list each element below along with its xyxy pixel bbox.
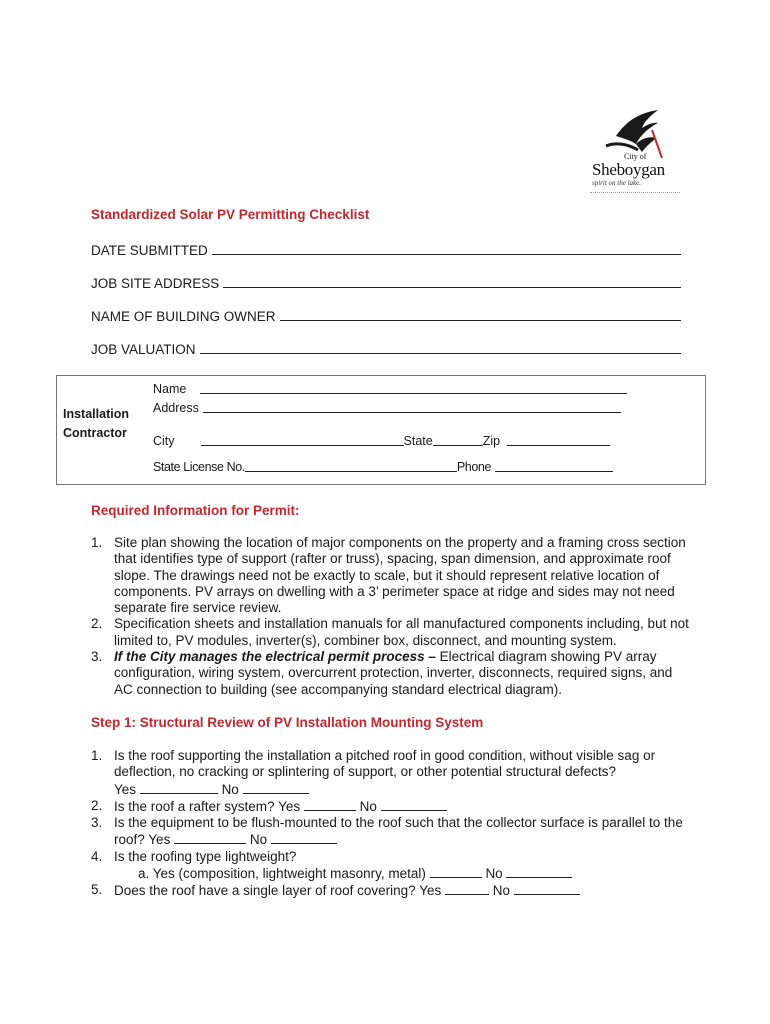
building-owner-line[interactable]: [280, 320, 681, 321]
installation-contractor-box: [56, 375, 706, 485]
no-label: No: [221, 781, 239, 797]
logo-city-of: City of: [624, 152, 647, 161]
building-owner-field[interactable]: [91, 304, 681, 324]
yes-label: Yes: [419, 883, 442, 899]
contractor-phone-line[interactable]: [495, 459, 613, 472]
contractor-side-label: [63, 405, 129, 443]
contractor-name-row: [153, 381, 627, 396]
contractor-zip-line[interactable]: [507, 433, 610, 446]
list-item-number: 2.: [91, 616, 103, 632]
list-item-number: 1.: [91, 535, 103, 550]
list-item-text: Is the roof supporting the installation a pitched roof in good condition, without visible sag or deflection, no cracking or splintering of support, or other potential structural defects?: [114, 748, 656, 780]
list-item: [91, 616, 691, 649]
list-item: [91, 882, 691, 899]
list-item: [91, 798, 691, 815]
list-item-text: Is the equipment to be flush-mounted to the roof such that the collector surface is parallel to the roof?: [114, 815, 683, 848]
page-title: Standardized Solar PV Permitting Checklist: [91, 207, 370, 222]
list-item: [91, 748, 691, 798]
list-item: [91, 849, 691, 883]
list-item-number: 3.: [91, 649, 103, 665]
contractor-address-label: Address: [153, 401, 199, 415]
contractor-address-line[interactable]: [203, 400, 621, 413]
list-item-number: 5.: [91, 882, 103, 898]
no-label: No: [249, 832, 268, 848]
sub-item-letter: a.: [138, 866, 150, 882]
contractor-name-line[interactable]: [200, 381, 627, 394]
list-item-number: 3.: [91, 815, 103, 831]
contractor-zip-label: Zip: [482, 434, 501, 448]
contractor-city-row: [153, 433, 610, 448]
date-submitted-label: DATE SUBMITTED: [91, 243, 208, 258]
logo-tagline: spirit on the lake.: [592, 179, 641, 187]
sub-item: [114, 865, 572, 882]
list-item-number: 2.: [91, 797, 103, 813]
date-submitted-line[interactable]: [212, 254, 681, 255]
step1-heading: Step 1: Structural Review of PV Installation Mounting System: [91, 715, 484, 730]
job-valuation-field[interactable]: [91, 337, 681, 357]
contractor-license-line[interactable]: [245, 459, 457, 472]
no-blank[interactable]: [506, 865, 572, 878]
list-item: [91, 815, 691, 849]
list-item-text: Is the roof a rafter system?: [114, 798, 275, 814]
contractor-license-row: [153, 459, 613, 474]
contractor-phone-label: Phone: [456, 460, 492, 474]
yes-label: Yes: [148, 832, 171, 848]
job-site-address-field[interactable]: [91, 271, 681, 291]
list-item: [91, 535, 691, 616]
list-item-emphasis: If the City manages the electrical permit process –: [114, 649, 436, 665]
contractor-city-label: City: [153, 434, 175, 448]
contractor-state-line[interactable]: [433, 433, 483, 446]
contractor-side-label-line1: Installation: [63, 407, 129, 421]
yes-label: Yes: [114, 781, 137, 797]
yes-blank[interactable]: [304, 798, 356, 811]
city-logo: [586, 108, 682, 194]
sub-item-text: Yes (composition, lightweight masonry, metal): [152, 866, 426, 882]
no-label: No: [485, 866, 503, 882]
no-label: No: [492, 883, 511, 899]
logo-name: Sheboygan: [592, 160, 665, 179]
list-item-text: Site plan showing the location of major components on the property and a framing cross section that identifies type of support (rafter or truss), spacing, span dimension, and approximate roof slope. The drawings need not be exactly to scale, but it should represent relative location of components. PV arrays on dwelling with a 3’ perimeter space at ridge and sides may not need separate fire service review.: [114, 535, 686, 616]
job-site-address-line[interactable]: [223, 287, 681, 288]
no-blank[interactable]: [514, 882, 580, 895]
list-item-text: Specification sheets and installation manuals for all manufactured components including, but not limited to, PV modules, inverter(s), combiner box, disconnect, and mounting system.: [114, 616, 689, 648]
yes-blank[interactable]: [140, 781, 218, 794]
list-item-text: Electrical diagram showing PV array configuration, wiring system, overcurrent protection, inverter, disconnects, required signs, and AC connection to building (see accompanying standard electrical diagram).: [114, 649, 673, 697]
contractor-state-label: State: [403, 434, 433, 448]
no-label: No: [359, 798, 377, 814]
list-item-text: Is the roofing type lightweight?: [114, 848, 297, 864]
contractor-address-row: [153, 400, 621, 415]
list-item-number: 4.: [91, 848, 103, 864]
yes-blank[interactable]: [445, 882, 489, 895]
contractor-name-label: Name: [153, 382, 187, 396]
logo-divider: [590, 192, 680, 193]
list-item-number: 1.: [91, 748, 103, 763]
yes-label: Yes: [278, 798, 301, 814]
step1-list: [91, 748, 691, 900]
yes-blank[interactable]: [430, 865, 482, 878]
job-site-address-label: JOB SITE ADDRESS: [91, 276, 220, 291]
no-blank[interactable]: [381, 798, 447, 811]
contractor-city-line[interactable]: [201, 433, 404, 446]
contractor-license-label: State License No.: [153, 460, 245, 474]
required-info-list: [91, 535, 691, 698]
yes-blank[interactable]: [174, 831, 246, 844]
required-info-heading: Required Information for Permit:: [91, 503, 300, 518]
list-item-text: Does the roof have a single layer of roof covering?: [114, 883, 416, 899]
contractor-side-label-line2: Contractor: [63, 426, 127, 440]
list-item: [91, 649, 691, 698]
no-blank[interactable]: [271, 831, 337, 844]
building-owner-label: NAME OF BUILDING OWNER: [91, 309, 276, 324]
job-valuation-line[interactable]: [200, 353, 681, 354]
job-valuation-label: JOB VALUATION: [91, 342, 196, 357]
date-submitted-field[interactable]: [91, 238, 681, 258]
no-blank[interactable]: [243, 781, 309, 794]
